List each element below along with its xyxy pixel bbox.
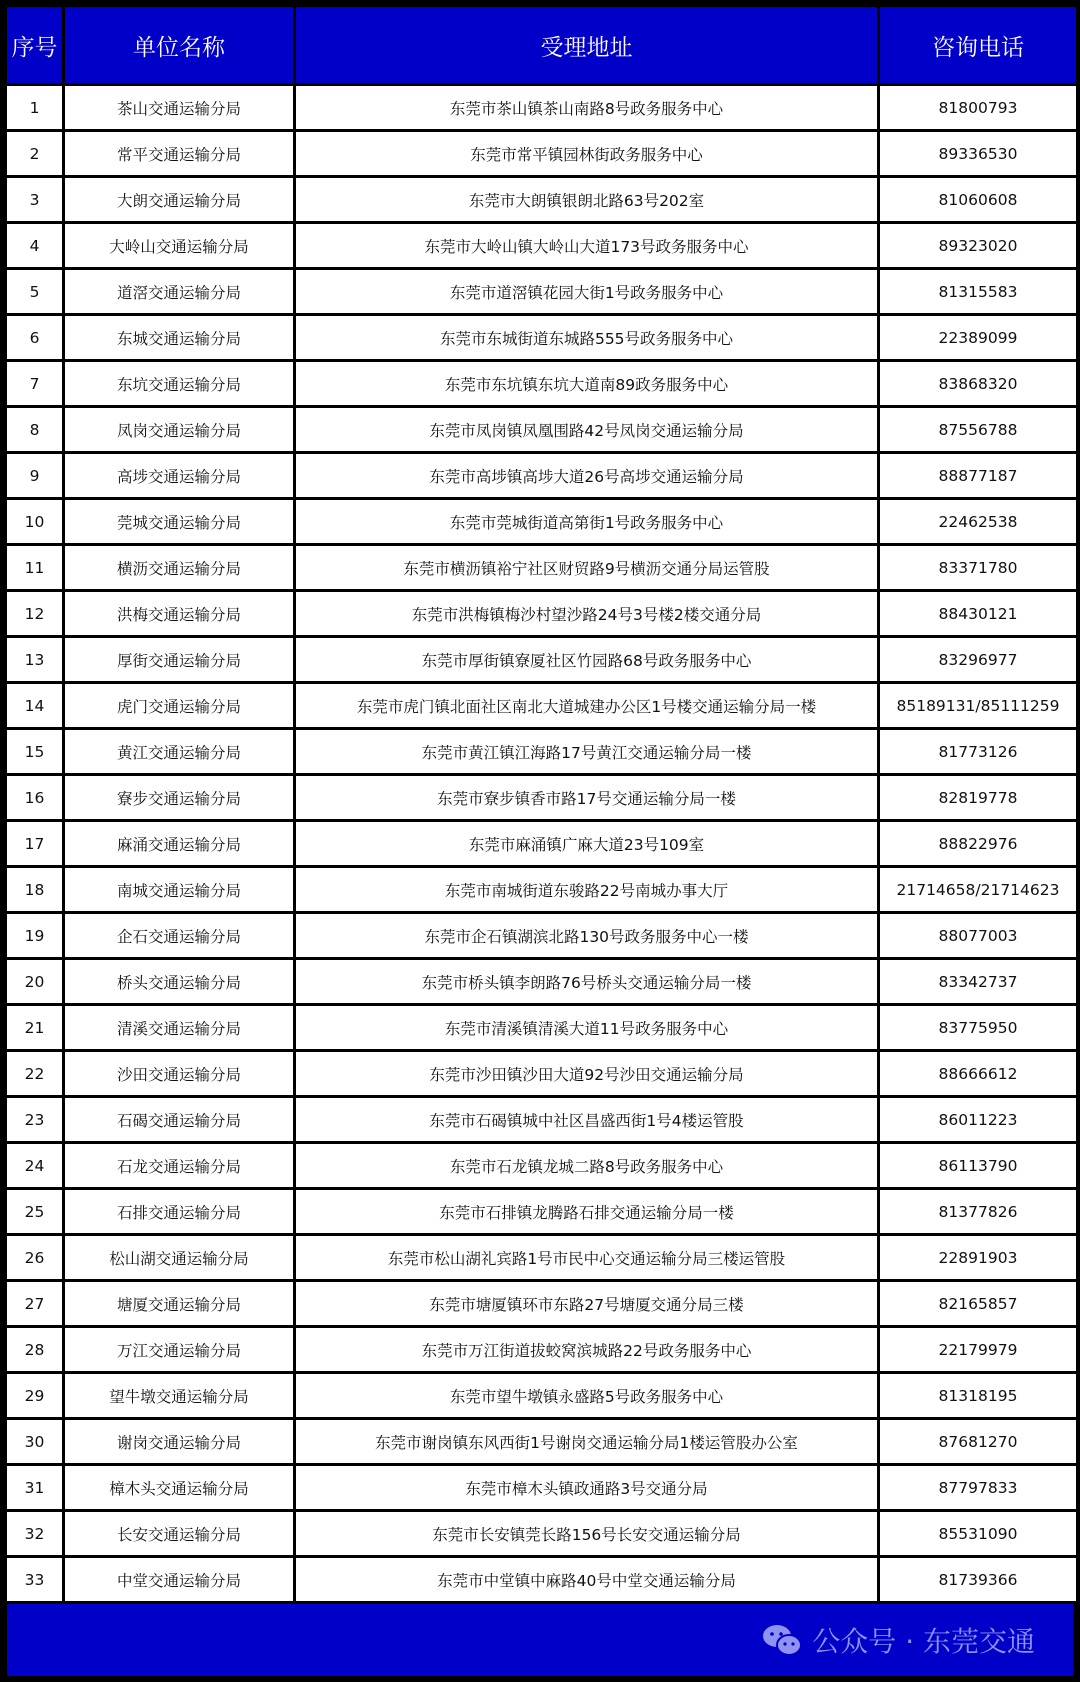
table-row xyxy=(6,545,1078,591)
cell-index: 27 xyxy=(6,1281,64,1327)
table-row xyxy=(6,177,1078,223)
cell-index: 31 xyxy=(6,1465,64,1511)
cell-index: 13 xyxy=(6,637,64,683)
cell-unit-name: 大朗交通运输分局 xyxy=(64,177,295,223)
table-row xyxy=(6,85,1078,131)
table-row xyxy=(6,131,1078,177)
cell-index: 7 xyxy=(6,361,64,407)
cell-index: 24 xyxy=(6,1143,64,1189)
table-row xyxy=(6,407,1078,453)
cell-phone: 85531090 xyxy=(879,1511,1078,1557)
cell-phone: 22389099 xyxy=(879,315,1078,361)
cell-address: 东莞市虎门镇北面社区南北大道城建办公区1号楼交通运输分局一楼 xyxy=(295,683,879,729)
table-row xyxy=(6,1051,1078,1097)
cell-address: 东莞市茶山镇茶山南路8号政务服务中心 xyxy=(295,85,879,131)
cell-address: 东莞市塘厦镇环市东路27号塘厦交通分局三楼 xyxy=(295,1281,879,1327)
cell-address: 东莞市洪梅镇梅沙村望沙路24号3号楼2楼交通分局 xyxy=(295,591,879,637)
cell-unit-name: 南城交通运输分局 xyxy=(64,867,295,913)
cell-phone: 88877187 xyxy=(879,453,1078,499)
watermark xyxy=(762,1620,1035,1660)
cell-address: 东莞市黄江镇江海路17号黄江交通运输分局一楼 xyxy=(295,729,879,775)
cell-phone: 88077003 xyxy=(879,913,1078,959)
cell-phone: 83342737 xyxy=(879,959,1078,1005)
table-header-row xyxy=(6,6,1078,85)
table-row xyxy=(6,591,1078,637)
cell-phone: 82165857 xyxy=(879,1281,1078,1327)
header-unit-name: 单位名称 xyxy=(64,6,295,85)
table-row xyxy=(6,1189,1078,1235)
cell-index: 29 xyxy=(6,1373,64,1419)
cell-phone: 83868320 xyxy=(879,361,1078,407)
cell-phone: 86113790 xyxy=(879,1143,1078,1189)
table-row xyxy=(6,1143,1078,1189)
cell-index: 5 xyxy=(6,269,64,315)
cell-address: 东莞市凤岗镇凤凰围路42号凤岗交通运输分局 xyxy=(295,407,879,453)
cell-phone: 81800793 xyxy=(879,85,1078,131)
footer-bar xyxy=(4,1604,1076,1679)
cell-unit-name: 石排交通运输分局 xyxy=(64,1189,295,1235)
wechat-icon xyxy=(762,1623,802,1657)
header-index: 序号 xyxy=(6,6,64,85)
cell-address: 东莞市中堂镇中麻路40号中堂交通运输分局 xyxy=(295,1557,879,1603)
table-row xyxy=(6,683,1078,729)
table-row xyxy=(6,1327,1078,1373)
cell-phone: 85189131/85111259 xyxy=(879,683,1078,729)
cell-phone: 81060608 xyxy=(879,177,1078,223)
table-row xyxy=(6,867,1078,913)
cell-phone: 89323020 xyxy=(879,223,1078,269)
cell-address: 东莞市横沥镇裕宁社区财贸路9号横沥交通分局运管股 xyxy=(295,545,879,591)
cell-unit-name: 横沥交通运输分局 xyxy=(64,545,295,591)
table-row xyxy=(6,775,1078,821)
cell-unit-name: 莞城交通运输分局 xyxy=(64,499,295,545)
cell-unit-name: 桥头交通运输分局 xyxy=(64,959,295,1005)
cell-unit-name: 企石交通运输分局 xyxy=(64,913,295,959)
cell-unit-name: 塘厦交通运输分局 xyxy=(64,1281,295,1327)
header-phone: 咨询电话 xyxy=(879,6,1078,85)
cell-index: 17 xyxy=(6,821,64,867)
cell-address: 东莞市石碣镇城中社区昌盛西街1号4楼运管股 xyxy=(295,1097,879,1143)
cell-phone: 89336530 xyxy=(879,131,1078,177)
cell-address: 东莞市谢岗镇东风西街1号谢岗交通运输分局1楼运管股办公室 xyxy=(295,1419,879,1465)
cell-unit-name: 长安交通运输分局 xyxy=(64,1511,295,1557)
cell-unit-name: 道滘交通运输分局 xyxy=(64,269,295,315)
cell-index: 26 xyxy=(6,1235,64,1281)
cell-phone: 86011223 xyxy=(879,1097,1078,1143)
cell-phone: 22891903 xyxy=(879,1235,1078,1281)
table-row xyxy=(6,269,1078,315)
table-row xyxy=(6,453,1078,499)
cell-phone: 82819778 xyxy=(879,775,1078,821)
cell-index: 32 xyxy=(6,1511,64,1557)
cell-address: 东莞市莞城街道高第街1号政务服务中心 xyxy=(295,499,879,545)
cell-unit-name: 东坑交通运输分局 xyxy=(64,361,295,407)
table-row xyxy=(6,913,1078,959)
cell-unit-name: 沙田交通运输分局 xyxy=(64,1051,295,1097)
table-row xyxy=(6,821,1078,867)
cell-phone: 88666612 xyxy=(879,1051,1078,1097)
cell-phone: 81318195 xyxy=(879,1373,1078,1419)
cell-address: 东莞市石龙镇龙城二路8号政务服务中心 xyxy=(295,1143,879,1189)
cell-index: 6 xyxy=(6,315,64,361)
table-row xyxy=(6,729,1078,775)
cell-phone: 83775950 xyxy=(879,1005,1078,1051)
cell-unit-name: 大岭山交通运输分局 xyxy=(64,223,295,269)
cell-address: 东莞市南城街道东骏路22号南城办事大厅 xyxy=(295,867,879,913)
cell-phone: 81739366 xyxy=(879,1557,1078,1603)
cell-phone: 21714658/21714623 xyxy=(879,867,1078,913)
cell-address: 东莞市企石镇湖滨北路130号政务服务中心一楼 xyxy=(295,913,879,959)
table-row xyxy=(6,1419,1078,1465)
table-row xyxy=(6,637,1078,683)
cell-unit-name: 谢岗交通运输分局 xyxy=(64,1419,295,1465)
cell-phone: 81315583 xyxy=(879,269,1078,315)
cell-unit-name: 高埗交通运输分局 xyxy=(64,453,295,499)
cell-address: 东莞市大朗镇银朗北路63号202室 xyxy=(295,177,879,223)
table-row xyxy=(6,959,1078,1005)
cell-phone: 81377826 xyxy=(879,1189,1078,1235)
cell-unit-name: 茶山交通运输分局 xyxy=(64,85,295,131)
cell-unit-name: 常平交通运输分局 xyxy=(64,131,295,177)
cell-address: 东莞市常平镇园林街政务服务中心 xyxy=(295,131,879,177)
cell-unit-name: 中堂交通运输分局 xyxy=(64,1557,295,1603)
cell-index: 11 xyxy=(6,545,64,591)
table-row xyxy=(6,1373,1078,1419)
cell-address: 东莞市东坑镇东坑大道南89政务服务中心 xyxy=(295,361,879,407)
table-row xyxy=(6,1557,1078,1603)
table-row xyxy=(6,315,1078,361)
cell-unit-name: 黄江交通运输分局 xyxy=(64,729,295,775)
cell-unit-name: 清溪交通运输分局 xyxy=(64,1005,295,1051)
cell-address: 东莞市道滘镇花园大街1号政务服务中心 xyxy=(295,269,879,315)
cell-address: 东莞市长安镇莞长路156号长安交通运输分局 xyxy=(295,1511,879,1557)
cell-address: 东莞市寮步镇香市路17号交通运输分局一楼 xyxy=(295,775,879,821)
cell-unit-name: 松山湖交通运输分局 xyxy=(64,1235,295,1281)
cell-phone: 88822976 xyxy=(879,821,1078,867)
cell-address: 东莞市麻涌镇广麻大道23号109室 xyxy=(295,821,879,867)
table-row xyxy=(6,361,1078,407)
cell-index: 16 xyxy=(6,775,64,821)
cell-unit-name: 石碣交通运输分局 xyxy=(64,1097,295,1143)
table-row xyxy=(6,499,1078,545)
cell-unit-name: 厚街交通运输分局 xyxy=(64,637,295,683)
cell-phone: 83296977 xyxy=(879,637,1078,683)
watermark-text: 公众号 · 东莞交通 xyxy=(812,1625,1035,1658)
contact-table-image xyxy=(4,4,1076,1678)
cell-index: 23 xyxy=(6,1097,64,1143)
cell-phone: 87797833 xyxy=(879,1465,1078,1511)
cell-phone: 87556788 xyxy=(879,407,1078,453)
cell-index: 3 xyxy=(6,177,64,223)
cell-index: 10 xyxy=(6,499,64,545)
cell-unit-name: 望牛墩交通运输分局 xyxy=(64,1373,295,1419)
cell-unit-name: 樟木头交通运输分局 xyxy=(64,1465,295,1511)
cell-index: 28 xyxy=(6,1327,64,1373)
cell-unit-name: 麻涌交通运输分局 xyxy=(64,821,295,867)
table-row xyxy=(6,1005,1078,1051)
cell-address: 东莞市望牛墩镇永盛路5号政务服务中心 xyxy=(295,1373,879,1419)
table-row xyxy=(6,1097,1078,1143)
cell-unit-name: 洪梅交通运输分局 xyxy=(64,591,295,637)
cell-index: 8 xyxy=(6,407,64,453)
cell-phone: 83371780 xyxy=(879,545,1078,591)
cell-index: 20 xyxy=(6,959,64,1005)
cell-index: 25 xyxy=(6,1189,64,1235)
table-row xyxy=(6,223,1078,269)
cell-index: 15 xyxy=(6,729,64,775)
cell-address: 东莞市松山湖礼宾路1号市民中心交通运输分局三楼运管股 xyxy=(295,1235,879,1281)
cell-address: 东莞市东城街道东城路555号政务服务中心 xyxy=(295,315,879,361)
table-row xyxy=(6,1465,1078,1511)
cell-unit-name: 万江交通运输分局 xyxy=(64,1327,295,1373)
cell-unit-name: 凤岗交通运输分局 xyxy=(64,407,295,453)
cell-address: 东莞市樟木头镇政通路3号交通分局 xyxy=(295,1465,879,1511)
cell-unit-name: 寮步交通运输分局 xyxy=(64,775,295,821)
cell-index: 18 xyxy=(6,867,64,913)
table-row xyxy=(6,1281,1078,1327)
cell-address: 东莞市清溪镇清溪大道11号政务服务中心 xyxy=(295,1005,879,1051)
contact-table xyxy=(4,4,1079,1604)
cell-address: 东莞市桥头镇李朗路76号桥头交通运输分局一楼 xyxy=(295,959,879,1005)
cell-address: 东莞市大岭山镇大岭山大道173号政务服务中心 xyxy=(295,223,879,269)
cell-index: 19 xyxy=(6,913,64,959)
cell-address: 东莞市高埗镇高埗大道26号高埗交通运输分局 xyxy=(295,453,879,499)
cell-index: 22 xyxy=(6,1051,64,1097)
cell-index: 4 xyxy=(6,223,64,269)
cell-index: 14 xyxy=(6,683,64,729)
cell-index: 33 xyxy=(6,1557,64,1603)
cell-index: 2 xyxy=(6,131,64,177)
header-address: 受理地址 xyxy=(295,6,879,85)
table-row xyxy=(6,1511,1078,1557)
cell-address: 东莞市石排镇龙腾路石排交通运输分局一楼 xyxy=(295,1189,879,1235)
cell-unit-name: 东城交通运输分局 xyxy=(64,315,295,361)
cell-address: 东莞市沙田镇沙田大道92号沙田交通运输分局 xyxy=(295,1051,879,1097)
cell-index: 30 xyxy=(6,1419,64,1465)
cell-address: 东莞市厚街镇寮厦社区竹园路68号政务服务中心 xyxy=(295,637,879,683)
cell-index: 9 xyxy=(6,453,64,499)
cell-index: 12 xyxy=(6,591,64,637)
cell-phone: 88430121 xyxy=(879,591,1078,637)
cell-phone: 22462538 xyxy=(879,499,1078,545)
cell-unit-name: 石龙交通运输分局 xyxy=(64,1143,295,1189)
cell-phone: 81773126 xyxy=(879,729,1078,775)
cell-phone: 22179979 xyxy=(879,1327,1078,1373)
cell-index: 21 xyxy=(6,1005,64,1051)
cell-index: 1 xyxy=(6,85,64,131)
cell-address: 东莞市万江街道拔蛟窝滨城路22号政务服务中心 xyxy=(295,1327,879,1373)
table-row xyxy=(6,1235,1078,1281)
cell-unit-name: 虎门交通运输分局 xyxy=(64,683,295,729)
cell-phone: 87681270 xyxy=(879,1419,1078,1465)
